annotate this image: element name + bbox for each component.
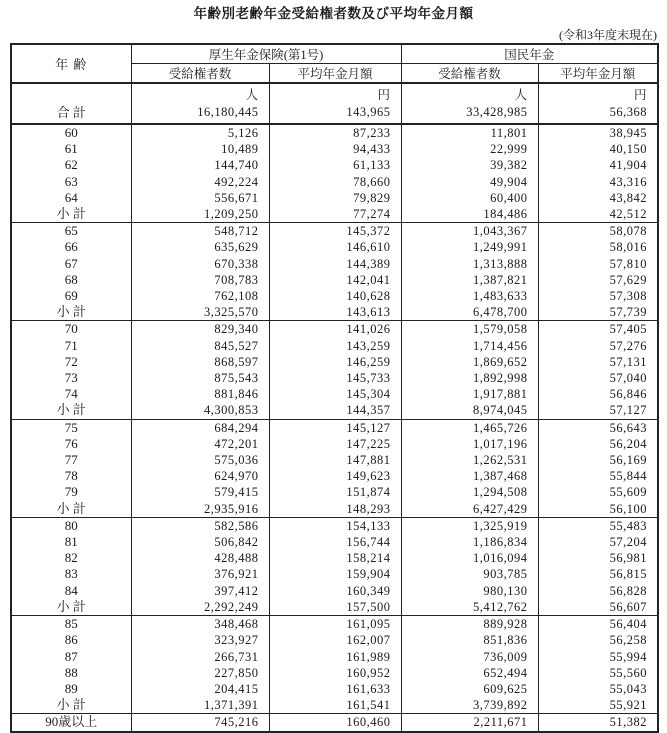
ep-count-cell: 762,108 <box>131 288 269 304</box>
table-row <box>11 141 658 157</box>
ep-count-cell: 829,340 <box>131 321 269 338</box>
age-cell: 75 <box>11 419 131 436</box>
np-count-cell: 39,382 <box>401 157 538 173</box>
ep-count-cell: 492,224 <box>131 174 269 190</box>
np-count-cell: 736,009 <box>401 649 538 665</box>
ep-count-cell: 144,740 <box>131 157 269 173</box>
ep-count-cell: 10,489 <box>131 141 269 157</box>
np-count-cell: 5,412,762 <box>401 599 538 616</box>
age-cell: 84 <box>11 583 131 599</box>
table-row <box>11 419 658 436</box>
age-cell: 67 <box>11 256 131 272</box>
table-row <box>11 256 658 272</box>
total-value: 16,180,445 <box>197 105 259 119</box>
age-cell: 80 <box>11 517 131 534</box>
np-count-cell: 1,387,821 <box>401 272 538 288</box>
np-count-cell: 1,483,633 <box>401 288 538 304</box>
unit-label: 円 <box>377 88 391 102</box>
ep-count-cell: 4,300,853 <box>131 402 269 419</box>
table-row <box>11 665 658 681</box>
np-count-cell: 6,478,700 <box>401 304 538 321</box>
ep-avg-cell: 161,989 <box>269 649 401 665</box>
table-row <box>11 174 658 190</box>
table-row <box>11 386 658 402</box>
age-cell: 合 計 <box>11 83 131 124</box>
ep-avg-cell: 142,041 <box>269 272 401 288</box>
header-group-national-pension: 国民年金 <box>401 44 658 64</box>
ep-count-cell: 582,586 <box>131 517 269 534</box>
age-cell: 71 <box>11 338 131 354</box>
ep-count-cell: 5,126 <box>131 124 269 141</box>
ep-avg-cell: 141,026 <box>269 321 401 338</box>
ep-avg-cell: 87,233 <box>269 124 401 141</box>
table-row <box>11 517 658 534</box>
np-count-cell: 1,249,991 <box>401 239 538 255</box>
ep-avg-cell: 151,874 <box>269 484 401 500</box>
table-row <box>11 354 658 370</box>
ep-avg-cell: 147,225 <box>269 436 401 452</box>
ep-avg-cell: 157,500 <box>269 599 401 616</box>
age-cell: 77 <box>11 452 131 468</box>
np-avg-cell: 57,204 <box>538 534 658 550</box>
ep-count-cell: 3,325,570 <box>131 304 269 321</box>
np-count-cell: 11,801 <box>401 124 538 141</box>
ep-count-cell: 1,371,391 <box>131 697 269 714</box>
table-row <box>11 681 658 697</box>
ep-avg-cell: 160,349 <box>269 583 401 599</box>
np-count-cell: 1,579,058 <box>401 321 538 338</box>
age-cell: 65 <box>11 223 131 240</box>
table-body <box>11 83 658 732</box>
age-cell: 小 計 <box>11 501 131 518</box>
ep-avg-cell: 94,433 <box>269 141 401 157</box>
np-avg-cell: 55,921 <box>538 697 658 714</box>
np-avg-cell: 58,078 <box>538 223 658 240</box>
np-avg-cell: 42,512 <box>538 206 658 223</box>
np-count-cell: 652,494 <box>401 665 538 681</box>
np-avg-cell: 56,643 <box>538 419 658 436</box>
table-row <box>11 304 658 321</box>
age-cell: 76 <box>11 436 131 452</box>
header-np-beneficiaries: 受給権者数 <box>401 64 538 84</box>
table-row <box>11 484 658 500</box>
unit-label: 人 <box>514 88 528 102</box>
np-count-cell: 1,186,834 <box>401 534 538 550</box>
date-note: (令和3年度末現在) <box>559 28 657 42</box>
unit-label: 人 <box>245 88 259 102</box>
age-cell: 73 <box>11 370 131 386</box>
table-row <box>11 206 658 223</box>
np-count-cell: 60,400 <box>401 190 538 206</box>
ep-avg-cell: 143,613 <box>269 304 401 321</box>
np-count-cell: 851,836 <box>401 632 538 648</box>
table-row <box>11 288 658 304</box>
np-avg-cell: 55,609 <box>538 484 658 500</box>
table-row <box>11 157 658 173</box>
ep-avg-cell: 156,744 <box>269 534 401 550</box>
ep-count-cell: 204,415 <box>131 681 269 697</box>
ep-avg-cell: 158,214 <box>269 550 401 566</box>
age-cell: 小 計 <box>11 402 131 419</box>
age-cell: 64 <box>11 190 131 206</box>
table-row <box>11 321 658 338</box>
table-row <box>11 338 658 354</box>
np-count-cell: 609,625 <box>401 681 538 697</box>
np-count-cell: 1,043,367 <box>401 223 538 240</box>
ep-avg-cell: 161,541 <box>269 697 401 714</box>
ep-avg-cell: 149,623 <box>269 468 401 484</box>
age-cell: 63 <box>11 174 131 190</box>
np-avg-cell: 55,994 <box>538 649 658 665</box>
ep-avg-cell: 145,127 <box>269 419 401 436</box>
ep-count-cell: 376,921 <box>131 566 269 582</box>
ep-count-cell: 1,209,250 <box>131 206 269 223</box>
np-avg-cell: 57,276 <box>538 338 658 354</box>
ep-count-cell: 548,712 <box>131 223 269 240</box>
ep-count-cell: 2,935,916 <box>131 501 269 518</box>
table-row <box>11 190 658 206</box>
page-title: 年齢別老齢年金受給権者数及び平均年金月額 <box>193 6 474 21</box>
np-avg-cell: 56,981 <box>538 550 658 566</box>
np-count-cell: 1,313,888 <box>401 256 538 272</box>
ep-avg-cell: 159,904 <box>269 566 401 582</box>
ep-avg-cell: 145,304 <box>269 386 401 402</box>
table-row <box>11 239 658 255</box>
ep-count-cell: 708,783 <box>131 272 269 288</box>
table-row <box>11 583 658 599</box>
ep-count-cell: 579,415 <box>131 484 269 500</box>
ep-avg-cell: 78,660 <box>269 174 401 190</box>
ep-count-cell: 575,036 <box>131 452 269 468</box>
table-row <box>11 468 658 484</box>
total-value: 33,428,985 <box>466 105 528 119</box>
age-cell: 小 計 <box>11 206 131 223</box>
unit-label: 円 <box>634 88 648 102</box>
ep-count-cell: 881,846 <box>131 386 269 402</box>
age-cell: 74 <box>11 386 131 402</box>
ep-count-cell: 397,412 <box>131 583 269 599</box>
table-row <box>11 566 658 582</box>
np-count-cell: 1,387,468 <box>401 468 538 484</box>
np-count-cell <box>401 83 538 124</box>
ep-avg-cell: 144,357 <box>269 402 401 419</box>
table-row <box>11 550 658 566</box>
table-row <box>11 599 658 616</box>
ep-count-cell: 745,216 <box>131 714 269 732</box>
table-row <box>11 436 658 452</box>
header-group-employees-pension: 厚生年金保険(第1号) <box>131 44 401 64</box>
table-row <box>11 697 658 714</box>
age-cell: 70 <box>11 321 131 338</box>
total-value: 56,368 <box>609 105 648 119</box>
ep-avg-cell: 146,610 <box>269 239 401 255</box>
np-avg-cell: 56,100 <box>538 501 658 518</box>
ep-count-cell <box>131 83 269 124</box>
table-row <box>11 501 658 518</box>
table-row <box>11 534 658 550</box>
np-avg-cell: 57,629 <box>538 272 658 288</box>
age-cell: 68 <box>11 272 131 288</box>
age-cell: 60 <box>11 124 131 141</box>
np-count-cell: 49,904 <box>401 174 538 190</box>
np-count-cell: 3,739,892 <box>401 697 538 714</box>
np-avg-cell: 58,016 <box>538 239 658 255</box>
ep-avg-cell: 160,952 <box>269 665 401 681</box>
np-count-cell: 1,016,094 <box>401 550 538 566</box>
header-group-row <box>11 44 658 64</box>
np-avg-cell: 56,815 <box>538 566 658 582</box>
ep-count-cell: 845,527 <box>131 338 269 354</box>
np-avg-cell: 55,043 <box>538 681 658 697</box>
age-cell: 88 <box>11 665 131 681</box>
np-avg-cell: 56,828 <box>538 583 658 599</box>
np-count-cell: 889,928 <box>401 616 538 633</box>
age-cell: 72 <box>11 354 131 370</box>
table-row <box>11 83 658 124</box>
age-cell: 86 <box>11 632 131 648</box>
ep-avg-cell: 61,133 <box>269 157 401 173</box>
table-header <box>11 44 658 83</box>
ep-avg-cell: 143,259 <box>269 338 401 354</box>
table-row <box>11 632 658 648</box>
np-avg-cell: 41,904 <box>538 157 658 173</box>
np-count-cell: 8,974,045 <box>401 402 538 419</box>
np-count-cell: 903,785 <box>401 566 538 582</box>
table-row <box>11 452 658 468</box>
age-cell: 85 <box>11 616 131 633</box>
ep-avg-cell: 154,133 <box>269 517 401 534</box>
ep-count-cell: 670,338 <box>131 256 269 272</box>
ep-count-cell: 2,292,249 <box>131 599 269 616</box>
age-cell: 79 <box>11 484 131 500</box>
ep-count-cell: 875,543 <box>131 370 269 386</box>
ep-avg-cell: 144,389 <box>269 256 401 272</box>
np-avg-cell: 56,258 <box>538 632 658 648</box>
ep-count-cell: 556,671 <box>131 190 269 206</box>
np-avg-cell: 43,316 <box>538 174 658 190</box>
np-avg-cell: 51,382 <box>538 714 658 732</box>
age-cell: 66 <box>11 239 131 255</box>
table-row <box>11 370 658 386</box>
np-count-cell: 184,486 <box>401 206 538 223</box>
np-count-cell: 22,999 <box>401 141 538 157</box>
header-ep-avg-amount: 平均年金月額 <box>269 64 401 84</box>
ep-avg-cell: 146,259 <box>269 354 401 370</box>
np-count-cell: 980,130 <box>401 583 538 599</box>
np-avg-cell: 55,560 <box>538 665 658 681</box>
ep-avg-cell: 79,829 <box>269 190 401 206</box>
np-avg-cell: 57,308 <box>538 288 658 304</box>
ep-avg-cell: 160,460 <box>269 714 401 732</box>
age-cell: 小 計 <box>11 697 131 714</box>
np-avg-cell: 57,739 <box>538 304 658 321</box>
ep-count-cell: 472,201 <box>131 436 269 452</box>
np-avg-cell: 57,131 <box>538 354 658 370</box>
age-cell: 83 <box>11 566 131 582</box>
np-avg-cell: 56,846 <box>538 386 658 402</box>
np-count-cell: 1,017,196 <box>401 436 538 452</box>
np-count-cell: 1,262,531 <box>401 452 538 468</box>
np-avg-cell: 56,204 <box>538 436 658 452</box>
np-count-cell: 1,714,456 <box>401 338 538 354</box>
ep-avg-cell <box>269 83 401 124</box>
ep-avg-cell: 161,095 <box>269 616 401 633</box>
ep-avg-cell: 145,733 <box>269 370 401 386</box>
ep-avg-cell: 77,274 <box>269 206 401 223</box>
np-count-cell: 1,325,919 <box>401 517 538 534</box>
np-avg-cell: 56,404 <box>538 616 658 633</box>
np-avg-cell: 57,127 <box>538 402 658 419</box>
table-row <box>11 402 658 419</box>
pension-table <box>10 43 659 733</box>
age-cell: 90歳以上 <box>11 714 131 732</box>
table-row <box>11 714 658 732</box>
table-row <box>11 124 658 141</box>
ep-avg-cell: 148,293 <box>269 501 401 518</box>
header-np-avg-amount: 平均年金月額 <box>538 64 658 84</box>
np-avg-cell: 40,150 <box>538 141 658 157</box>
np-count-cell: 1,294,508 <box>401 484 538 500</box>
age-cell: 82 <box>11 550 131 566</box>
age-cell: 61 <box>11 141 131 157</box>
ep-count-cell: 624,970 <box>131 468 269 484</box>
age-cell: 87 <box>11 649 131 665</box>
np-avg-cell: 43,842 <box>538 190 658 206</box>
age-cell: 小 計 <box>11 599 131 616</box>
np-avg-cell: 55,844 <box>538 468 658 484</box>
np-count-cell: 1,892,998 <box>401 370 538 386</box>
ep-count-cell: 266,731 <box>131 649 269 665</box>
np-avg-cell: 57,405 <box>538 321 658 338</box>
np-avg-cell: 57,040 <box>538 370 658 386</box>
ep-count-cell: 635,629 <box>131 239 269 255</box>
np-count-cell: 1,869,652 <box>401 354 538 370</box>
ep-avg-cell: 161,633 <box>269 681 401 697</box>
table-row <box>11 272 658 288</box>
np-count-cell: 6,427,429 <box>401 501 538 518</box>
np-avg-cell: 55,483 <box>538 517 658 534</box>
age-cell: 69 <box>11 288 131 304</box>
header-ep-beneficiaries: 受給権者数 <box>131 64 269 84</box>
np-avg-cell <box>538 83 658 124</box>
ep-avg-cell: 147,881 <box>269 452 401 468</box>
table-row <box>11 616 658 633</box>
np-count-cell: 1,465,726 <box>401 419 538 436</box>
table-row <box>11 649 658 665</box>
ep-count-cell: 323,927 <box>131 632 269 648</box>
age-cell: 81 <box>11 534 131 550</box>
header-age: 年 齢 <box>11 44 131 83</box>
age-cell: 89 <box>11 681 131 697</box>
table-row <box>11 223 658 240</box>
ep-count-cell: 428,488 <box>131 550 269 566</box>
age-cell: 小 計 <box>11 304 131 321</box>
ep-avg-cell: 140,628 <box>269 288 401 304</box>
np-avg-cell: 57,810 <box>538 256 658 272</box>
age-cell: 62 <box>11 157 131 173</box>
ep-count-cell: 684,294 <box>131 419 269 436</box>
np-avg-cell: 38,945 <box>538 124 658 141</box>
total-value: 143,965 <box>346 105 391 119</box>
ep-count-cell: 868,597 <box>131 354 269 370</box>
ep-count-cell: 506,842 <box>131 534 269 550</box>
ep-count-cell: 227,850 <box>131 665 269 681</box>
ep-avg-cell: 162,007 <box>269 632 401 648</box>
ep-avg-cell: 145,372 <box>269 223 401 240</box>
np-count-cell: 2,211,671 <box>401 714 538 732</box>
ep-count-cell: 348,468 <box>131 616 269 633</box>
np-avg-cell: 56,607 <box>538 599 658 616</box>
age-cell: 78 <box>11 468 131 484</box>
np-count-cell: 1,917,881 <box>401 386 538 402</box>
np-avg-cell: 56,169 <box>538 452 658 468</box>
